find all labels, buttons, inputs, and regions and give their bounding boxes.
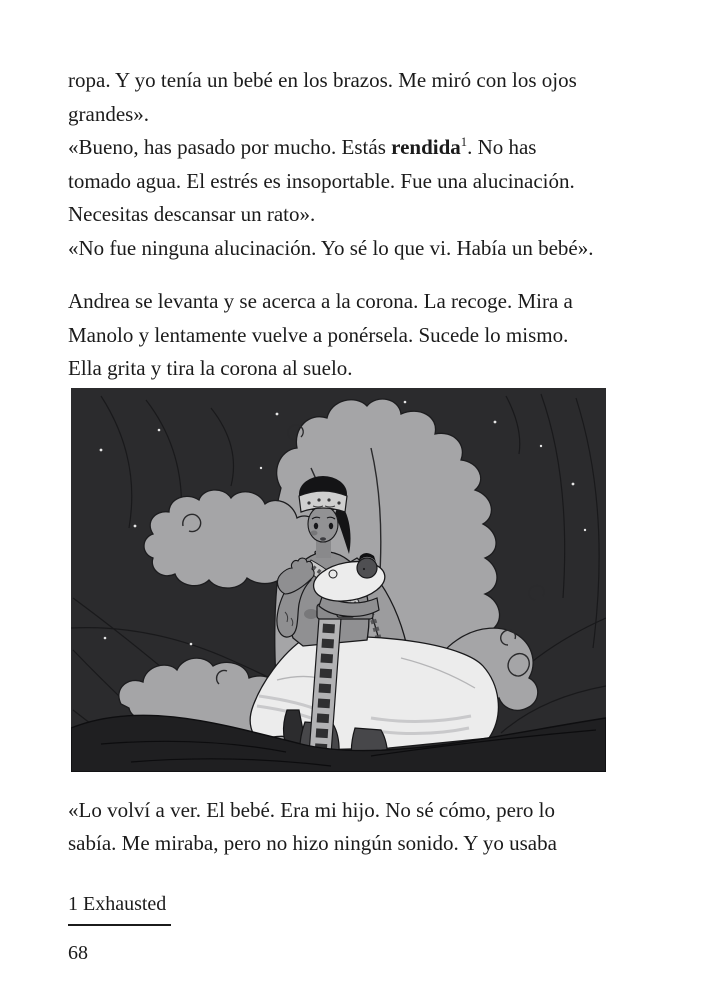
paragraph [68, 64, 678, 131]
footnote: 1 Exhausted [68, 892, 167, 915]
vocab-word-bold: rendida [391, 135, 461, 159]
text-segment: «Bueno, has pasado por mucho. Estás [68, 135, 392, 159]
text-segment: . No has [467, 135, 537, 159]
torso-smudge [304, 609, 318, 619]
text-line: ropa. Y yo tenía un bebé en los brazos. Me miró con los ojos [68, 68, 577, 92]
body-text [68, 64, 678, 967]
text-line: grandes». [68, 101, 150, 126]
text-line: Manolo y lentamente vuelve a ponérsela. Sucede lo mismo. [68, 322, 569, 347]
text-line [68, 131, 678, 165]
baby-eye [363, 567, 365, 569]
text-line: sabía. Me miraba, pero no hizo ningún sonido. Y yo usaba [68, 831, 557, 855]
trim-pattern [321, 624, 329, 748]
paragraph [68, 131, 678, 232]
footnote-rule [68, 924, 171, 926]
paragraph [68, 232, 678, 266]
page-number: 68 [68, 941, 88, 964]
text-line: Ella grita y tira la corona al suelo. [68, 356, 353, 380]
paragraph [68, 794, 678, 861]
text-line: Andrea se levanta y se acerca a la corona. La recoge. Mira a [68, 289, 573, 313]
text-line: tomado agua. El estrés es insoportable. Fue una alucinación. [68, 168, 575, 193]
story-illustration-svg [71, 388, 606, 772]
text-line: Necesitas descansar un rato». [68, 202, 316, 226]
footnote-marker: 1 [460, 135, 468, 149]
paragraph [68, 285, 678, 386]
baby-head [357, 558, 377, 578]
text-line: «No fue ninguna alucinación. Yo sé lo que vi. Había un bebé». [68, 235, 594, 260]
baby-hand [329, 570, 337, 578]
story-illustration [71, 388, 606, 772]
cheek-smudge [311, 530, 318, 535]
neck [316, 540, 331, 558]
text-line: «Lo volví a ver. El bebé. Era mi hijo. No sé cómo, pero lo [68, 797, 555, 822]
face [308, 506, 338, 542]
